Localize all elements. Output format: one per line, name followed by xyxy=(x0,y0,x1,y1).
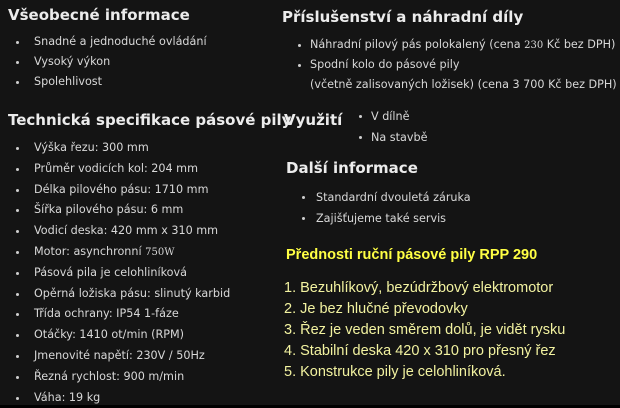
list-item: Třída ochrany: IP54 1-fáze xyxy=(16,304,230,325)
bullet-icon xyxy=(359,136,362,139)
general-info-list xyxy=(16,32,207,92)
bullet-icon xyxy=(359,115,362,118)
list-item: Na stavbě xyxy=(359,127,427,148)
bullet-icon xyxy=(16,313,19,316)
bullet-icon xyxy=(16,189,19,192)
blade-price: 230 xyxy=(524,40,544,51)
bullet-icon xyxy=(16,334,19,337)
more-info-list xyxy=(302,187,471,229)
list-item: Standardní dvouletá záruka xyxy=(302,187,471,208)
more-info-heading: Další informace xyxy=(286,159,418,177)
list-item: Spolehlivost xyxy=(16,72,207,92)
advantages-list xyxy=(284,278,565,383)
list-item: Váha: 19 kg xyxy=(16,388,230,408)
list-item: Vodicí deska: 420 mm x 310 mm xyxy=(16,221,230,242)
bullet-icon xyxy=(16,397,19,400)
bullet-icon xyxy=(16,81,19,84)
bullet-icon xyxy=(302,196,305,199)
list-item: V dílně xyxy=(359,106,427,127)
bullet-icon xyxy=(16,61,19,64)
bullet-icon xyxy=(16,376,19,379)
list-item: Vysoký výkon xyxy=(16,52,207,72)
list-item: Řezná rychlost: 900 m/min xyxy=(16,367,230,388)
list-item: Náhradní pilový pás polokalený (cena 230 Kč bez DPH) xyxy=(298,35,615,55)
list-item: 5. Konstrukce pily je celohliníková. xyxy=(284,364,506,380)
bullet-icon xyxy=(298,64,301,67)
list-item: Snadné a jednoduché ovládání xyxy=(16,32,207,52)
usage-heading: Využití xyxy=(284,111,343,129)
list-item: Opěrná ložiska pásu: slinutý karbid xyxy=(16,284,230,305)
bullet-icon xyxy=(16,293,19,296)
list-item: 2. Je bez hlučné převodovky xyxy=(284,301,468,317)
list-item: Jmenovité napětí: 230V / 50Hz xyxy=(16,346,230,367)
bullet-icon xyxy=(16,272,19,275)
list-item: Výška řezu: 300 mm xyxy=(16,138,230,159)
list-item: Spodní kolo do pásové pily xyxy=(298,55,615,75)
advantages-heading: Přednosti ruční pásové pily RPP 290 xyxy=(286,247,538,263)
accessories-list xyxy=(298,35,615,75)
list-item: Pásová pila je celohliníková xyxy=(16,263,230,284)
usage-list xyxy=(359,106,427,148)
list-item: Šířka pilového pásu: 6 mm xyxy=(16,200,230,221)
list-item: Motor: asynchronní 750W xyxy=(16,242,230,263)
list-item: Průměr vodicích kol: 204 mm xyxy=(16,159,230,180)
bullet-icon xyxy=(16,230,19,233)
list-item: Délka pilového pásu: 1710 mm xyxy=(16,180,230,201)
accessories-heading: Příslušenství a náhradní díly xyxy=(282,8,524,26)
bullet-icon xyxy=(302,217,305,220)
bullet-icon xyxy=(16,168,19,171)
list-item: Otáčky: 1410 ot/min (RPM) xyxy=(16,325,230,346)
list-item: Zajišťujeme také servis xyxy=(302,208,471,229)
bullet-icon xyxy=(16,147,19,150)
motor-power: 750W xyxy=(145,246,175,258)
bullet-icon xyxy=(16,251,19,254)
bullet-icon xyxy=(298,44,301,47)
specs-heading: Technická specifikace pásové pily xyxy=(8,111,292,129)
list-item: 1. Bezuhlíkový, bezúdržbový elektromotor xyxy=(284,280,554,296)
bullet-icon xyxy=(16,355,19,358)
bullet-icon xyxy=(16,209,19,212)
list-item: 4. Stabilní deska 420 x 310 pro přesný řez xyxy=(284,343,556,359)
specs-list xyxy=(16,138,230,408)
general-info-heading: Všeobecné informace xyxy=(8,6,190,24)
accessories-item2-continuation: (včetně zalisovaných ložisek) (cena 3 700 Kč bez DPH) xyxy=(310,78,617,91)
bullet-icon xyxy=(16,41,19,44)
list-item: 3. Řez je veden směrem dolů, je vidět rysku xyxy=(284,322,566,338)
